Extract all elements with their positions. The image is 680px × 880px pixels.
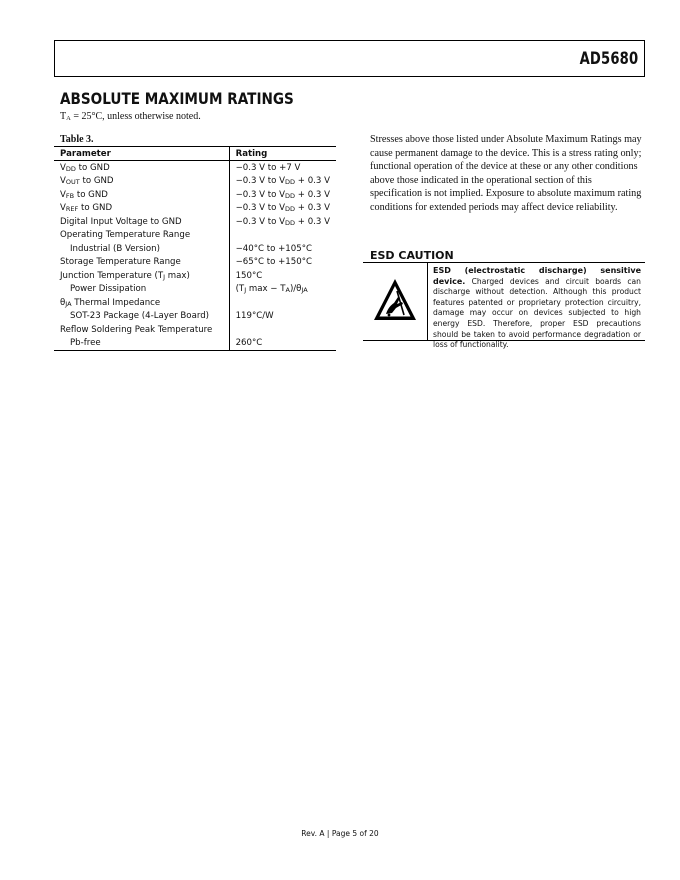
rating-cell <box>229 323 336 337</box>
page-header <box>54 40 645 77</box>
rating-cell: −0.3 V to VDD + 0.3 V <box>229 215 336 229</box>
table-row <box>54 175 336 189</box>
esd-body: Charged devices and circuit boards can discharge without detection. Although this product features patented or proprietary protection circuitry, damage may occur on devices subjected to high energy ESD. Therefore, proper ESD precautions should be taken to avoid performance degradation or loss of functionality. <box>433 276 641 350</box>
table-row <box>54 242 336 256</box>
table-row <box>54 256 336 270</box>
table-row <box>54 202 336 216</box>
table-row <box>54 323 336 337</box>
rating-cell: −0.3 V to VDD + 0.3 V <box>229 175 336 189</box>
parameter-cell: Operating Temperature Range <box>60 230 191 241</box>
parameter-cell: VDD to GND <box>60 162 110 173</box>
parameter-cell: Storage Temperature Range <box>60 257 181 268</box>
table-header-row <box>54 147 336 161</box>
rating-cell: −0.3 V to +7 V <box>229 161 336 175</box>
rating-cell: (TJ max − TA)/θJA <box>229 283 336 297</box>
rating-cell: 260°C <box>229 337 336 351</box>
table-row <box>54 337 336 351</box>
rating-cell: 119°C/W <box>229 310 336 324</box>
table-row <box>54 310 336 324</box>
stress-paragraph: Stresses above those listed under Absolute Maximum Ratings may cause permanent damage to the device. This is a stress rating only; functional operation of the device at these or any other conditions above those indicated in the operational section of this specification is not implied. Exposure to absolute maximum rating conditions for extended periods may affect device reliability. <box>370 134 642 213</box>
rating-cell: −0.3 V to VDD + 0.3 V <box>229 202 336 216</box>
esd-warning-icon <box>372 277 418 323</box>
page-footer: Rev. A | Page 5 of 20 <box>301 829 379 838</box>
esd-caution-heading: ESD CAUTION <box>370 249 454 262</box>
rating-cell: −65°C to +150°C <box>229 256 336 270</box>
rating-cell: 150°C <box>229 269 336 283</box>
rating-cell: −40°C to +105°C <box>229 242 336 256</box>
parameter-cell: VREF to GND <box>60 203 113 214</box>
header-parameter: Parameter <box>54 147 229 161</box>
parameter-cell: Junction Temperature (TJ max) <box>60 270 190 281</box>
section-title: ABSOLUTE MAXIMUM RATINGS <box>60 89 294 108</box>
table-row <box>54 161 336 175</box>
part-number: AD5680 <box>579 49 638 69</box>
table-row <box>54 283 336 297</box>
table-row <box>54 229 336 243</box>
esd-icon-cell <box>363 263 428 340</box>
table-row <box>54 296 336 310</box>
parameter-cell: Reflow Soldering Peak Temperature <box>60 324 213 335</box>
esd-description <box>433 266 641 351</box>
esd-lead: ESD (electrostatic discharge) sensitive device. <box>433 266 641 286</box>
table-row <box>54 269 336 283</box>
parameter-cell: Power Dissipation <box>70 284 147 295</box>
parameter-cell: Digital Input Voltage to GND <box>60 216 182 227</box>
table-row <box>54 188 336 202</box>
ratings-table-body <box>54 161 336 351</box>
esd-caution-box <box>363 262 645 350</box>
rating-cell <box>229 229 336 243</box>
parameter-cell: SOT-23 Package (4-Layer Board) <box>70 311 210 322</box>
section-subtitle: TA = 25°C, unless otherwise noted. <box>60 111 201 122</box>
table-caption: Table 3. <box>60 134 94 145</box>
rating-cell <box>229 296 336 310</box>
parameter-cell: θJA Thermal Impedance <box>60 297 161 308</box>
header-rating: Rating <box>229 147 336 161</box>
parameter-cell: VOUT to GND <box>60 176 114 187</box>
ratings-table <box>54 146 336 351</box>
rating-cell: −0.3 V to VDD + 0.3 V <box>229 188 336 202</box>
parameter-cell: VFB to GND <box>60 189 108 200</box>
parameter-cell: Pb-free <box>54 337 229 351</box>
table-row <box>54 215 336 229</box>
parameter-cell: Industrial (B Version) <box>70 243 160 254</box>
